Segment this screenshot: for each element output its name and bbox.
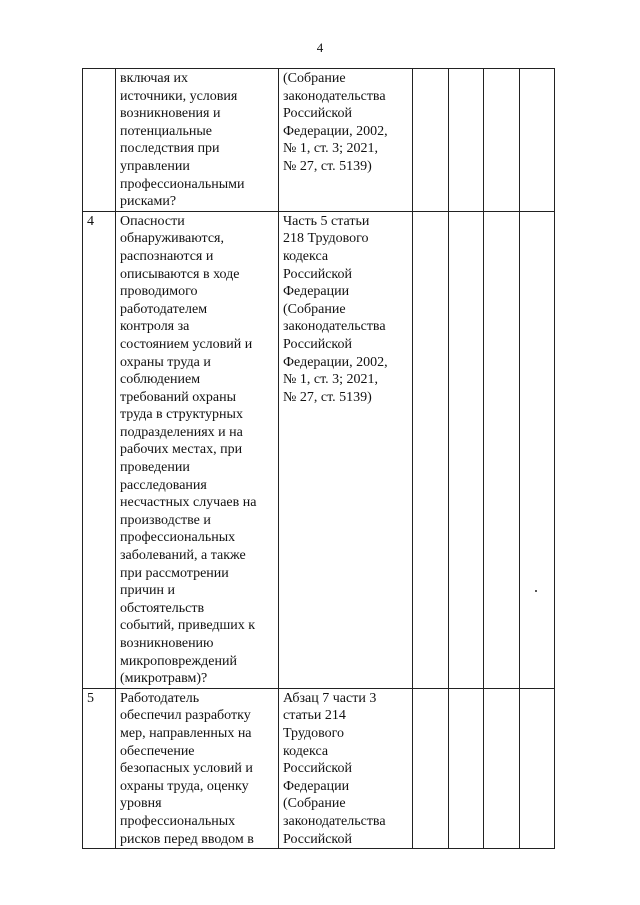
question-text: Опасности обнаруживаются, распознаются и описываются в ходе проводимого работодателем контроля за состоянием условий и охраны труда и соблюдением требований охраны труда в структурных подразделениях и на рабочих местах, при проведении расследования несчастных случаев на производстве и профессиональных заболеваний, а также при рассмотрении причин и обстоятельств событий, приведших к возникновению микроповреждений (микротравм)? (120, 213, 257, 687)
answer-cell-na[interactable] (484, 69, 520, 212)
legal-reference: Часть 5 статьи 218 Трудового кодекса Российской Федерации (Собрание законодательства Российской Федерации, 2002, № 1, ст. 3; 2021, № 27, ст. 5139) (283, 213, 388, 405)
question-text: Работодатель обеспечил разработку мер, направленных на обеспечение безопасных условий и охраны труда, оценку уровня профессиональных рисков перед вводом в (120, 690, 254, 847)
answer-cell-na[interactable] (484, 211, 520, 688)
answer-cell-na[interactable] (484, 688, 520, 848)
answer-cell-notes[interactable] (519, 69, 555, 212)
answer-cell-no[interactable] (448, 688, 484, 848)
row-number: 4 (83, 211, 116, 688)
table-row (83, 69, 555, 212)
table-row (83, 211, 555, 688)
legal-reference: Абзац 7 части 3 статьи 214 Трудового кодекса Российской Федерации (Собрание законодательства Российской (283, 690, 386, 847)
checklist-table (82, 68, 555, 849)
question-text: включая их источники, условия возникновения и потенциальные последствия при управлении профессиональными рисками? (120, 71, 245, 210)
answer-cell-yes[interactable] (413, 211, 449, 688)
row-number (83, 69, 116, 212)
answer-cell-no[interactable] (448, 211, 484, 688)
answer-cell-yes[interactable] (413, 69, 449, 212)
answer-cell-yes[interactable] (413, 688, 449, 848)
answer-cell-notes[interactable] (519, 688, 555, 848)
scan-speck (535, 590, 537, 592)
answer-cell-no[interactable] (448, 69, 484, 212)
answer-cell-notes[interactable] (519, 211, 555, 688)
table-row (83, 688, 555, 848)
legal-reference: (Собрание законодательства Российской Федерации, 2002, № 1, ст. 3; 2021, № 27, ст. 5139) (283, 71, 388, 174)
row-number: 5 (83, 688, 116, 848)
page-number: 4 (316, 40, 324, 55)
